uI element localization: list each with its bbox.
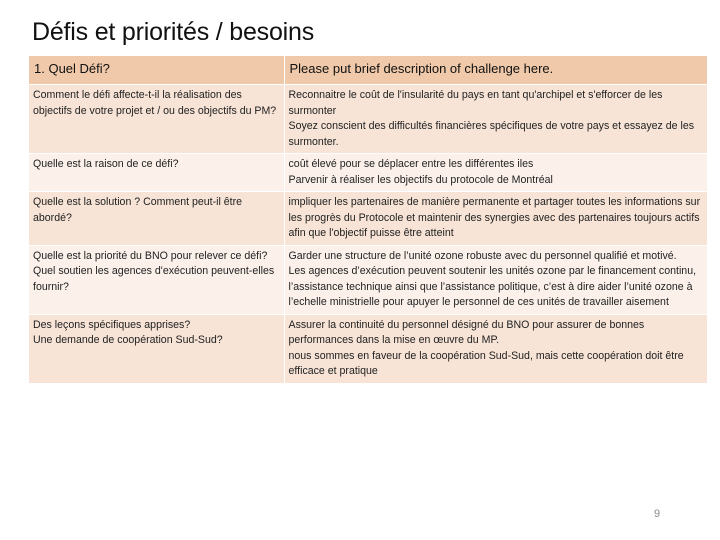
table-row xyxy=(29,154,707,192)
row-answer xyxy=(284,154,707,192)
row-answer xyxy=(284,245,707,314)
answer-line: Les agences d’exécution peuvent soutenir les unités ozone par le financement continu, l’assistance technique ainsi que l’assistance politique, c’est à dire aider l’unité ozone à l’echelle ministrielle pour apuyer le personnel de ces unités de travailler aisement xyxy=(288,265,697,308)
question-line: Quelle est la priorité du BNO pour relever ce défi? xyxy=(33,249,268,262)
row-answer xyxy=(284,85,707,154)
slide-title: Défis et priorités / besoins xyxy=(32,18,315,46)
answer-line: Parvenir à réaliser les objectifs du protocole de Montréal xyxy=(288,173,553,186)
row-question xyxy=(29,245,284,314)
table-row xyxy=(29,245,707,314)
table-row xyxy=(29,85,707,154)
answer-line: impliquer les partenaires de manière permanente et partager toutes les informations sur les progrès du Protocole et maintenir des synergies avec des partenaires toujours actifs afin que l'objectif puisse être atteint xyxy=(288,196,701,239)
header-answer: Please put brief description of challenge here. xyxy=(284,56,707,85)
answer-line: Assurer la continuité du personnel désigné du BNO pour assurer de bonnes performances dans la mise en œuvre du MP. xyxy=(288,318,645,346)
question-line: Une demande de coopération Sud-Sud? xyxy=(33,334,223,346)
row-question: Quelle est la raison de ce défi? xyxy=(29,154,284,192)
question-line: Des leçons spécifiques apprises? xyxy=(33,318,191,331)
table-row xyxy=(29,192,707,246)
table-row xyxy=(29,314,707,383)
answer-line: coût élevé pour se déplacer entre les différentes iles xyxy=(288,158,534,170)
answer-line: Soyez conscient des difficultés financières spécifiques de votre pays et essayez de les surmonter. xyxy=(288,120,695,148)
answer-line: Garder une structure de l’unité ozone robuste avec du personnel qualifié et motivé. xyxy=(288,249,677,262)
row-answer xyxy=(284,314,707,383)
answer-line: Reconnaitre le coût de l'insularité du pays en tant qu'archipel et s'efforcer de les surmonter xyxy=(288,89,663,117)
table-header-row xyxy=(29,56,707,85)
challenges-table xyxy=(29,56,707,384)
row-answer xyxy=(284,192,707,246)
question-line: Quel soutien les agences d'exécution peuvent-elles fournir? xyxy=(33,265,275,293)
row-question xyxy=(29,314,284,383)
row-question: Quelle est la solution ? Comment peut-il être abordé? xyxy=(29,192,284,246)
page-number: 9 xyxy=(654,508,661,520)
header-question: 1. Quel Défi? xyxy=(29,56,284,85)
row-question: Comment le défi affecte-t-il la réalisation des objectifs de votre projet et / ou des objectifs du PM? xyxy=(29,85,284,154)
answer-line: nous sommes en faveur de la coopération Sud-Sud, mais cette coopération doit être efficace et pratique xyxy=(288,349,684,377)
